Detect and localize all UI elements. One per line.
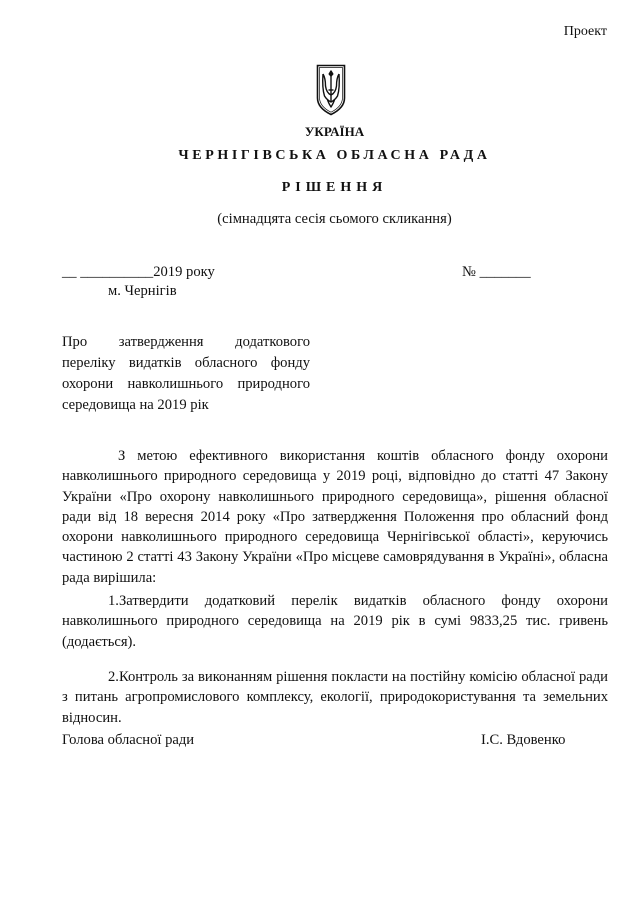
preamble-paragraph: З метою ефективного використання коштів обласного фонду охорони навколишнього природного середовища у 2019 році, відповідно до статті 47 Закону України «Про охорону навколишнього природного середовища», рішення обласної ради від 18 вересня 2014 року «Про затвердження Положення про обласний фонд охорони навколишнього природного середовища Чернігівської області», керуючись частиною 2 статті 43 Закону України «Про місцеве самоврядування в Україні», обласна рада вирішила: xyxy=(62,448,608,586)
number-line: № _______ xyxy=(462,264,531,280)
document-type-title: РІШЕННЯ xyxy=(281,180,388,195)
item-1-paragraph: 1.Затвердити додатковий перелік видатків обласного фонду охорони навколишнього природного середовища на 2019 рік в сумі 9833,25 тис. гривень (додається). xyxy=(62,593,608,650)
item-2-paragraph: 2.Контроль за виконанням рішення покласти на постійну комісію обласної ради з питань агропромислового комплексу, екології, природокористування та земельних відносин. xyxy=(62,668,608,726)
date-line: __ __________2019 року xyxy=(62,264,215,280)
signer-title: Голова обласної ради xyxy=(62,732,195,748)
country-title: УКРАЇНА xyxy=(304,124,365,139)
city-label: м. Чернігів xyxy=(108,283,177,299)
signer-name: І.С. Вдовенко xyxy=(481,732,566,748)
decision-subject: Про затвердження додаткового переліку видатків обласного фонду охорони навколишнього природного середовища на 2019 рік xyxy=(62,334,310,413)
decision-body xyxy=(62,446,608,728)
coat-of-arms-icon xyxy=(316,64,346,116)
council-title: ЧЕРНІГІВСЬКА ОБЛАСНА РАДА xyxy=(178,148,491,163)
draft-label: Проект xyxy=(563,24,607,39)
session-subtitle: (сімнадцята сесія сьомого скликання) xyxy=(217,211,452,227)
